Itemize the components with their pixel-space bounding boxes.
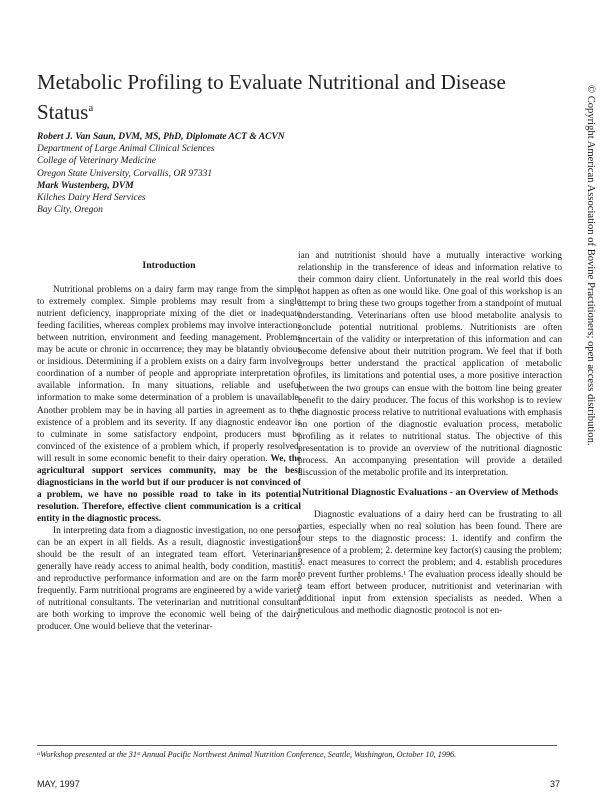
intro-paragraph-1 — [37, 284, 301, 525]
section-heading-diagnostic-evaluations: Nutritional Diagnostic Evaluations - an Overview of Methods — [301, 486, 559, 498]
right-column — [298, 250, 562, 617]
footnote: ᵃWorkshop presented at the 31ˢᵗ Annual Pacific Northwest Animal Nutrition Conference, Seattle, Washington, October 10, 1996. — [37, 750, 457, 759]
intro-paragraph-continued: ian and nutritionist should have a mutually interactive working relationship in the transference of ideas and information relative to their common dairy client. Unfortunately in the real world this does not happen as often as one would like. One goal of this workshop is an attempt to bring these two groups together from a standpoint of mutual understanding. Veterinarians often use blood metabolite analysis to conclude potential nutritional problems. Nutritionists are often uncertain of the validity or interpretation of this information and can become defensive about their nutrition program. We feel that if both groups better understand the practical application of metabolic profiles, its limitations and potential uses, a more positive interaction between the two groups can ensue with the bottom line being greater benefit to the dairy producer. The focus of this workshop is to review the diagnostic process relative to nutritional evaluations with emphasis on one portion of the diagnostic evaluation process, metabolic profiling as it relates to nutritional status. The objective of this presentation is to provide an overview of the nutritional diagnostic process. An accompanying presentation will provide a detailed discussion of the metabolic profile and its interpretation. — [298, 251, 562, 478]
section-heading-introduction: Introduction — [142, 260, 196, 271]
author-1-department: Department of Large Animal Clinical Sciences — [37, 144, 215, 155]
copyright-notice: © Copyright American Association of Bovine Practitioners; open access distribution. — [585, 85, 596, 446]
intro-paragraph-2: In interpreting data from a diagnostic investigation, no one person can be an expert in all fields. As a result, diagnostic investigations should be the result of an integrated team effort. Veterinarians generally have ready access to animal health, body condition, mastitis and reproductive performance information and are on the farm more frequently. Farm nutritional programs are engineered by a wide variety of nutritional consultants. The veterinarian and nutritional consultant are both working to improve the economic well being of the dairy producer. One would believe that the veterinar- — [37, 525, 301, 633]
footnote-divider — [37, 745, 557, 746]
author-block — [37, 131, 285, 216]
copyright-sidebar — [583, 85, 596, 605]
page-number: 37 — [549, 779, 560, 789]
author-1-college: College of Veterinary Medicine — [37, 156, 156, 167]
author-2-affiliation: Kilches Dairy Herd Services — [37, 193, 146, 204]
author-1-address: Oregon State University, Corvallis, OR 97331 — [37, 168, 213, 179]
methods-paragraph-1: Diagnostic evaluations of a dairy herd can be frustrating to all parties, especially when no real solution has been found. There are four steps to the diagnostic process: 1. identify and confirm the presence of a problem; 2. determine key factor(s) causing the problem; 3. enact measures to correct the problem; and 4. establish procedures to prevent further problems.¹ The evaluation process ideally should be a team effort between producer, nutritionist and veterinarian with additional input from extension specialists as needed. When a meticulous and methodic diagnostic protocol is not en- — [298, 509, 562, 617]
author-1: Robert J. Van Saun, DVM, MS, PhD, Diplomate ACT & ACVN — [37, 132, 285, 142]
author-2-address: Bay City, Oregon — [37, 205, 103, 216]
paper-title — [37, 69, 557, 125]
footer-date: MAY, 1997 — [37, 779, 80, 789]
paper-title-text: Metabolic Profiling to Evaluate Nutritional and Disease Status — [37, 70, 506, 125]
intro-paragraph-1-emphasis: We, the agricultural support services community, may be the best diagnosticians in the world but if our producer is not convinced of a problem, we have no possible road to take in its potential resolution. Therefore, effective client communication is a critical entity in the diagnostic process. — [37, 453, 302, 524]
title-footnote-marker: a — [88, 102, 94, 115]
left-column — [37, 260, 301, 633]
intro-paragraph-1-text: Nutritional problems on a dairy farm may range from the simple to extremely complex. Simple problems may result from a single nutrient deficiency, inappropriate mixing of the diet or inadequate feeding facilities, whereas complex problems may involve interactions between nutrition, environment and feeding management. Problems may be acute or chronic in occurrence; they may be blatantly obvious or insidious. Determining if a problem exists on a dairy farm involves coordination of a number of people and appropriate interpretation of available information. In many situations, reliable and useful information to make some determination of a problem is unavailable. Another problem may be in having all parties in agreement as to the existence of a problem and its severity. If any diagnostic endeavor is to culminate in some satisfactory endpoint, producers must be convinced of the existence of a problem which, if properly resolved, will result in some economic benefit to their dairy operation. — [37, 285, 301, 464]
author-2: Mark Wustenberg, DVM — [37, 180, 134, 191]
